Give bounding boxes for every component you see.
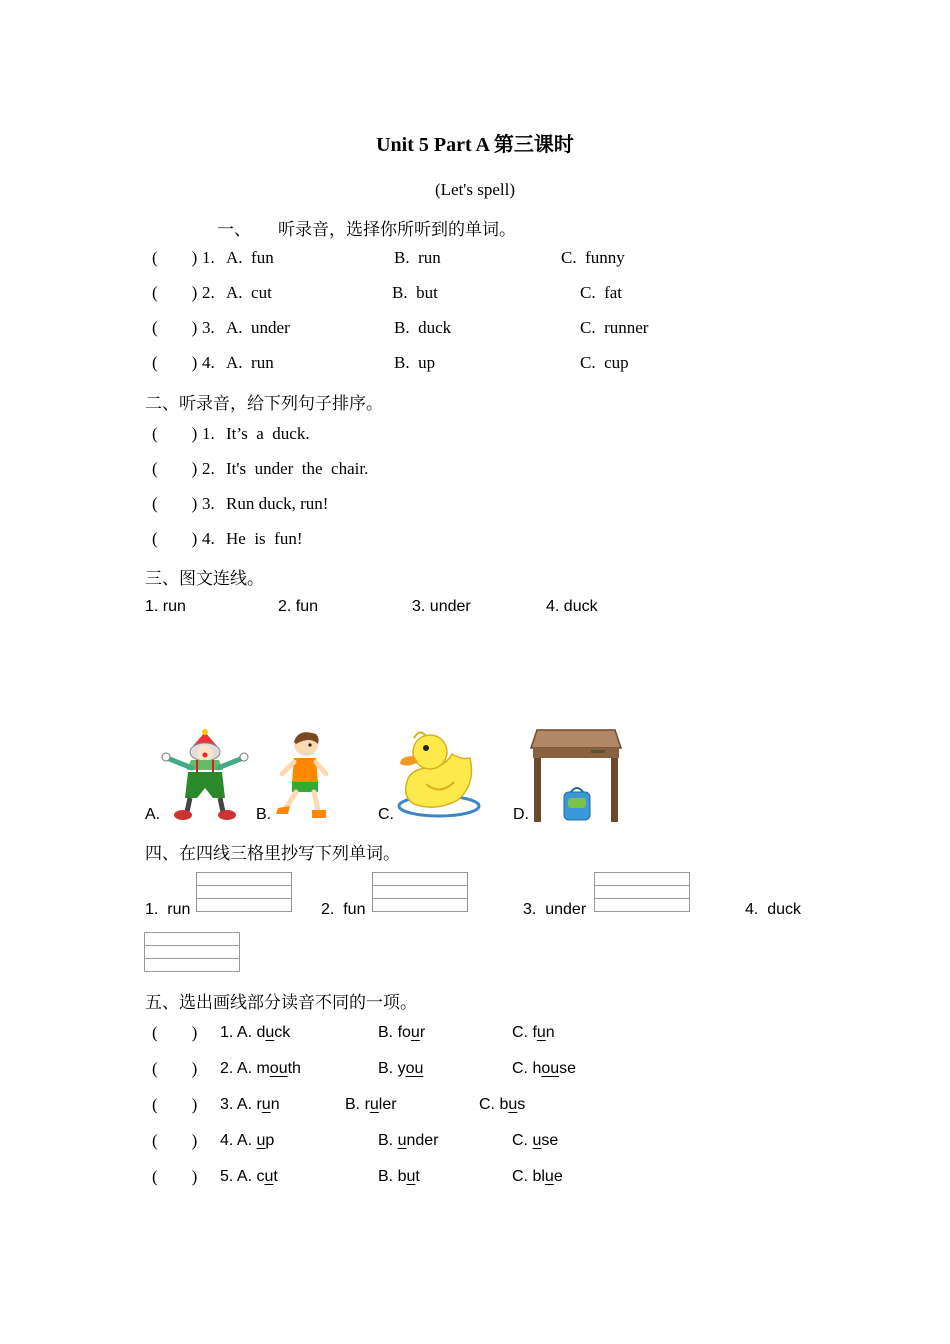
section4-heading: 四、在四线三格里抄写下列单词。 xyxy=(145,844,400,863)
item-number: 1. xyxy=(202,248,215,267)
sentence: It’s a duck. xyxy=(226,424,310,443)
item-option-a: 1. A. duck xyxy=(220,1024,291,1041)
answer-paren[interactable]: ( ) xyxy=(152,353,198,372)
section5-heading: 五、选出画线部分读音不同的一项。 xyxy=(145,993,417,1012)
option-c: C. fun xyxy=(512,1024,555,1041)
sentence: He is fun! xyxy=(226,529,303,548)
match-word-duck[interactable]: 4. duck xyxy=(546,598,598,615)
match-word-under[interactable]: 3. under xyxy=(412,598,471,615)
running-boy-icon[interactable] xyxy=(276,730,328,822)
item-option-a: 5. A. cut xyxy=(220,1168,278,1185)
option-c: C. use xyxy=(512,1132,559,1149)
option-b: B. but xyxy=(392,283,438,302)
sentence: It's under the chair. xyxy=(226,459,369,478)
option-c: C. fat xyxy=(580,283,623,302)
section3-heading: 三、图文连线。 xyxy=(145,569,264,588)
answer-paren[interactable]: ( ) xyxy=(152,529,198,548)
duck-icon[interactable] xyxy=(396,728,482,820)
four-line-grid[interactable] xyxy=(372,872,468,912)
option-a: A. fun xyxy=(226,248,274,267)
picture-label-c: C. xyxy=(378,806,394,823)
section1-heading: 听录音，选择你所听到的单词。 xyxy=(278,220,516,239)
bag-under-table-icon[interactable] xyxy=(531,730,621,822)
answer-paren[interactable]: ( ) xyxy=(152,1095,198,1114)
copy-word-duck: 4. duck xyxy=(745,901,802,918)
option-c: C. runner xyxy=(580,318,649,337)
copy-word-fun: 2. fun xyxy=(321,901,366,918)
option-b: B. duck xyxy=(394,318,452,337)
copy-word-run: 1. run xyxy=(145,901,191,918)
item-number: 2. xyxy=(202,459,215,478)
answer-paren[interactable]: ( ) xyxy=(152,1167,198,1186)
option-c: C. cup xyxy=(580,353,629,372)
four-line-grid[interactable] xyxy=(144,932,240,972)
section2-heading: 二、听录音，给下列句子排序。 xyxy=(145,394,383,413)
item-number: 4. xyxy=(202,529,215,548)
option-b: B. run xyxy=(394,248,441,267)
picture-label-d: D. xyxy=(513,806,529,823)
copy-word-under: 3. under xyxy=(523,901,587,918)
option-b: B. but xyxy=(378,1168,420,1185)
option-c: C. house xyxy=(512,1060,577,1077)
item-option-a: 3. A. run xyxy=(220,1096,280,1113)
answer-paren[interactable]: ( ) xyxy=(152,283,198,302)
option-b: B. under xyxy=(378,1132,439,1149)
item-number: 4. xyxy=(202,353,215,372)
item-number: 1. xyxy=(202,424,215,443)
answer-paren[interactable]: ( ) xyxy=(152,459,198,478)
option-a: A. cut xyxy=(226,283,272,302)
four-line-grid[interactable] xyxy=(196,872,292,912)
answer-paren[interactable]: ( ) xyxy=(152,1059,198,1078)
option-b: B. you xyxy=(378,1060,424,1077)
four-line-grid[interactable] xyxy=(594,872,690,912)
section1-number: 一、 xyxy=(217,220,251,239)
option-a: A. run xyxy=(226,353,274,372)
item-number: 3. xyxy=(202,494,215,513)
option-c: C. funny xyxy=(561,248,625,267)
picture-label-b: B. xyxy=(256,806,272,823)
answer-paren[interactable]: ( ) xyxy=(152,1131,198,1150)
answer-paren[interactable]: ( ) xyxy=(152,1023,198,1042)
page-title: Unit 5 Part A 第三课时 xyxy=(376,134,574,156)
picture-label-a: A. xyxy=(145,806,161,823)
item-number: 2. xyxy=(202,283,215,302)
match-word-run[interactable]: 1. run xyxy=(145,598,186,615)
option-c: C. blue xyxy=(512,1168,563,1185)
page-subtitle: (Let's spell) xyxy=(434,180,515,199)
match-word-fun[interactable]: 2. fun xyxy=(278,598,319,615)
answer-paren[interactable]: ( ) xyxy=(152,494,198,513)
answer-paren[interactable]: ( ) xyxy=(152,318,198,337)
option-b: B. ruler xyxy=(345,1096,397,1113)
answer-paren[interactable]: ( ) xyxy=(152,248,198,267)
option-a: A. under xyxy=(226,318,290,337)
option-b: B. four xyxy=(378,1024,426,1041)
item-number: 3. xyxy=(202,318,215,337)
sentence: Run duck, run! xyxy=(226,494,329,513)
item-option-a: 4. A. up xyxy=(220,1132,275,1149)
clown-icon[interactable] xyxy=(163,728,247,822)
answer-paren[interactable]: ( ) xyxy=(152,424,198,443)
option-b: B. up xyxy=(394,353,436,372)
option-c: C. bus xyxy=(479,1096,526,1113)
item-option-a: 2. A. mouth xyxy=(220,1060,301,1077)
